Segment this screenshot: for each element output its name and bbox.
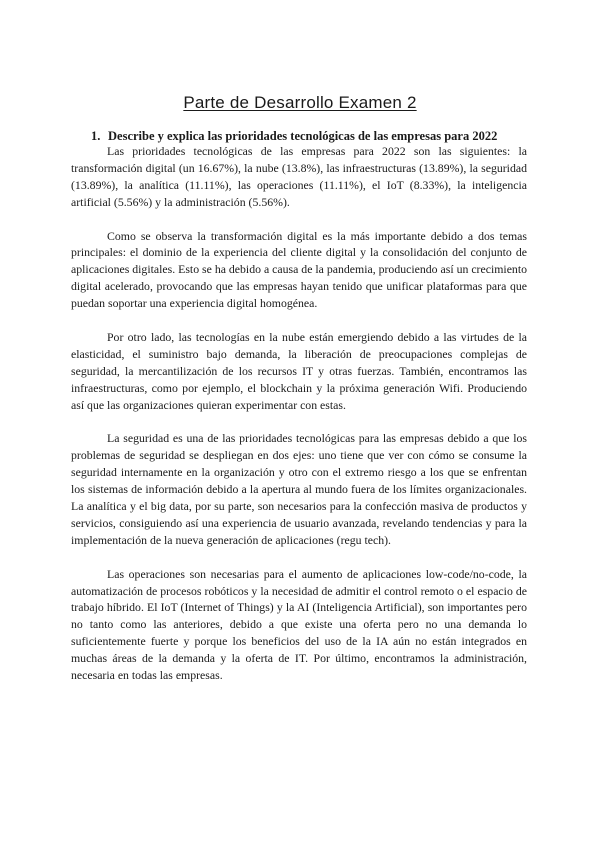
paragraph: Como se observa la transformación digital es la más importante debido a dos temas principales: el dominio de la experiencia del cliente digital y la consolidación del conjunto de aplicaciones digitales. Esto se ha debido a causa de la pandemia, produciendo así un crecimiento digital acelerado, provocando que las empresas hayan tenido que unificar plataformas para que puedan soportar una experiencia digital homogénea. — [71, 228, 527, 311]
page-title: Parte de Desarrollo Examen 2 — [183, 93, 417, 112]
question-text: Describe y explica las prioridades tecnológicas de las empresas para 2022 — [108, 129, 498, 143]
answer-body — [71, 143, 527, 701]
paragraph: Por otro lado, las tecnologías en la nube están emergiendo debido a las virtudes de la elasticidad, el suministro bajo demanda, la liberación de preocupaciones complejas de seguridad, la mercantilización de los recursos IT y otras fuerzas. También, encontramos las infraestructuras, como por ejemplo, el blockchain y la próxima generación Wifi. Produciendo así que las organizaciones quieran experimentar con estas. — [71, 329, 527, 412]
question-heading — [91, 129, 531, 144]
question-number: 1. — [91, 129, 101, 143]
paragraph: Las prioridades tecnológicas de las empresas para 2022 son las siguientes: la transformación digital (un 16.67%), la nube (13.8%), las infraestructuras (13.89%), la seguridad (13.89%), la analítica (11.11%), las operaciones (11.11%), el IoT (8.33%), la inteligencia artificial (5.56%) y la administración (5.56%). — [71, 144, 527, 209]
paragraph: Las operaciones son necesarias para el aumento de aplicaciones low-code/no-code, la automatización de procesos robóticos y la necesidad de admitir el control remoto o el espacio de trabajo híbrido. El IoT (Internet of Things) y la AI (Inteligencia Artificial), son importantes pero no tanto como las anteriores, debido a que existe una oferta pero no una demanda lo suficientemente fuerte y porque los beneficios del uso de la IA aún no están integrados en muchas áreas de la demanda y la oferta de IT. Por último, encontramos la administración, necesaria en todas las empresas. — [71, 566, 527, 683]
paragraph: La seguridad es una de las prioridades tecnológicas para las empresas debido a que los problemas de seguridad se despliegan en dos ejes: uno tiene que ver con cómo se consume la seguridad internamente en la organización y otro con el extremo riesgo a los que se enfrentan los sistemas de información debido a la apertura al mundo fuera de los límites organizacionales. La analítica y el big data, por su parte, son necesarios para la confección masiva de productos y servicios, consiguiendo así una experiencia de usuario avanzada, revelando tendencias y para la implementación de la nueva generación de aplicaciones (regu tech). — [71, 431, 527, 547]
